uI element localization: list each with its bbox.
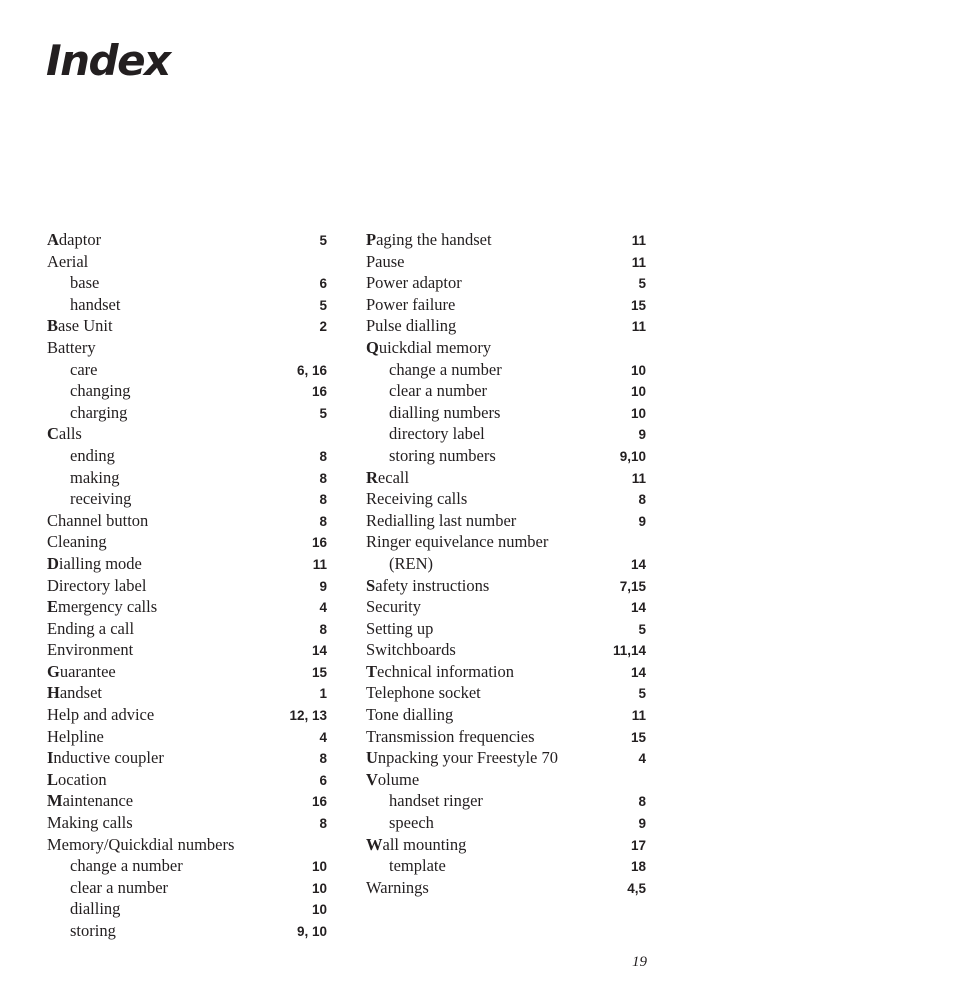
index-term-text: Aerial bbox=[47, 251, 89, 271]
index-page-ref: 10 bbox=[630, 405, 646, 421]
index-page-ref: 11 bbox=[312, 556, 327, 572]
index-term bbox=[47, 402, 127, 424]
index-term bbox=[47, 272, 99, 294]
index-letter-initial: T bbox=[366, 661, 378, 681]
index-entry bbox=[47, 661, 327, 683]
index-page-ref: 9 bbox=[638, 513, 646, 529]
index-term bbox=[366, 855, 446, 877]
index-entry bbox=[47, 251, 327, 273]
index-entry bbox=[366, 467, 646, 489]
index-term bbox=[366, 251, 405, 273]
index-term-text: daptor bbox=[58, 230, 102, 249]
index-page-ref: 8 bbox=[638, 794, 646, 810]
index-term-text: Power adaptor bbox=[366, 273, 462, 293]
index-page-ref: 5 bbox=[319, 297, 327, 313]
index-term-text: Redialling last number bbox=[366, 510, 517, 530]
index-page-ref: 9, 10 bbox=[296, 924, 327, 939]
index-page-ref: 8 bbox=[638, 492, 646, 508]
index-term bbox=[47, 898, 120, 920]
index-term-text: change a number bbox=[70, 856, 183, 876]
index-page-ref: 10 bbox=[630, 384, 646, 400]
index-term bbox=[47, 251, 88, 273]
index-letter-initial: M bbox=[47, 791, 63, 811]
index-subentry bbox=[47, 380, 327, 402]
index-term bbox=[47, 920, 116, 942]
index-letter-initial: I bbox=[47, 748, 54, 768]
index-term-text: care bbox=[70, 359, 98, 379]
index-entry bbox=[47, 337, 327, 359]
index-letter-initial: L bbox=[47, 769, 59, 789]
index-subentry bbox=[366, 380, 646, 402]
index-entry bbox=[366, 747, 646, 769]
index-page-ref: 4 bbox=[319, 729, 327, 745]
index-page-ref: 6, 16 bbox=[296, 362, 327, 378]
index-letter-initial: D bbox=[47, 553, 59, 573]
index-entry bbox=[366, 251, 646, 273]
index-term-text: receiving bbox=[70, 489, 132, 509]
index-subentry bbox=[366, 812, 646, 834]
index-letter-initial: H bbox=[47, 683, 60, 703]
index-entry bbox=[47, 639, 327, 661]
index-term bbox=[47, 510, 148, 532]
index-term bbox=[47, 315, 113, 337]
index-term-text: ocation bbox=[58, 769, 107, 789]
index-term-text: ecall bbox=[377, 467, 410, 487]
index-letter-initial: G bbox=[47, 661, 60, 681]
index-term bbox=[366, 747, 558, 769]
index-entry bbox=[47, 812, 327, 834]
index-subentry bbox=[47, 877, 327, 899]
index-entry bbox=[47, 618, 327, 640]
index-term-text: template bbox=[389, 856, 446, 876]
index-subentry bbox=[366, 402, 646, 424]
index-entry bbox=[47, 596, 327, 618]
index-term bbox=[47, 618, 134, 640]
index-letter-initial: B bbox=[47, 316, 59, 336]
index-page-ref: 15 bbox=[311, 664, 327, 680]
index-page-ref: 5 bbox=[638, 276, 646, 292]
index-page-ref: 4 bbox=[319, 600, 327, 616]
index-term-text: speech bbox=[389, 813, 434, 833]
index-subentry bbox=[366, 445, 646, 467]
index-entry bbox=[366, 531, 646, 553]
index-page-ref: 14 bbox=[311, 643, 327, 659]
index-page-ref: 8 bbox=[319, 492, 327, 508]
index-letter-initial: U bbox=[366, 748, 378, 768]
index-term-text: changing bbox=[70, 381, 131, 401]
index-letter-initial: C bbox=[47, 424, 59, 444]
index-term-text: Memory/Quickdial numbers bbox=[47, 834, 235, 854]
index-letter-initial: P bbox=[366, 230, 377, 249]
index-page-ref: 9 bbox=[319, 578, 327, 594]
index-term bbox=[366, 272, 462, 294]
index-entry bbox=[366, 229, 646, 251]
index-subentry bbox=[47, 445, 327, 467]
index-subentry bbox=[366, 855, 646, 877]
index-term bbox=[47, 682, 102, 704]
index-term-text: all mounting bbox=[382, 834, 467, 854]
index-entry bbox=[47, 531, 327, 553]
index-term-text: Cleaning bbox=[47, 532, 107, 552]
index-page-ref: 5 bbox=[319, 233, 327, 248]
index-entry bbox=[366, 704, 646, 726]
index-entry bbox=[366, 272, 646, 294]
index-term-text: alls bbox=[58, 424, 82, 444]
index-page-ref: 10 bbox=[311, 880, 327, 896]
index-page-ref: 6 bbox=[319, 772, 327, 788]
index-term bbox=[47, 639, 133, 661]
index-page-ref: 12, 13 bbox=[289, 708, 327, 724]
index-term bbox=[47, 834, 234, 856]
index-term-text: Environment bbox=[47, 640, 134, 660]
index-term bbox=[47, 229, 101, 251]
index-term-text: Transmission frequencies bbox=[366, 726, 535, 746]
index-term-text: ending bbox=[70, 445, 115, 465]
index-term bbox=[366, 467, 409, 489]
index-term-text: Channel button bbox=[47, 510, 149, 530]
index-entry bbox=[366, 769, 646, 791]
index-entry bbox=[47, 553, 327, 575]
index-subentry bbox=[47, 898, 327, 920]
index-entry bbox=[47, 726, 327, 748]
index-term-text: dialling bbox=[70, 899, 121, 919]
index-term bbox=[47, 445, 115, 467]
index-term-text: andset bbox=[59, 683, 102, 703]
index-page-ref: 8 bbox=[319, 513, 327, 529]
index-term bbox=[366, 380, 487, 402]
index-page-ref: 16 bbox=[311, 384, 327, 400]
index-entry bbox=[47, 229, 327, 251]
index-page-ref: 16 bbox=[311, 794, 327, 810]
index-term bbox=[47, 661, 116, 683]
index-entry bbox=[366, 618, 646, 640]
index-page-ref: 4,5 bbox=[627, 880, 646, 896]
index-entry bbox=[366, 488, 646, 510]
index-term-text: Security bbox=[366, 597, 421, 617]
index-entry bbox=[366, 315, 646, 337]
index-page-ref: 9 bbox=[638, 816, 646, 832]
index-entry bbox=[366, 337, 646, 359]
index-entry bbox=[366, 596, 646, 618]
index-term-text: (REN) bbox=[389, 553, 433, 573]
index-letter-initial: R bbox=[366, 467, 378, 487]
index-page-ref: 8 bbox=[319, 751, 327, 767]
index-term-text: Power failure bbox=[366, 294, 456, 314]
index-term-text: Pulse dialling bbox=[366, 316, 457, 336]
index-letter-initial: A bbox=[47, 230, 59, 249]
index-page-ref: 15 bbox=[630, 729, 646, 745]
index-page-ref: 11 bbox=[631, 708, 646, 724]
index-term bbox=[366, 488, 467, 510]
index-term-text: Directory label bbox=[47, 575, 147, 595]
index-term-text: Help and advice bbox=[47, 705, 155, 725]
index-term-text: aging the handset bbox=[376, 230, 492, 249]
index-term bbox=[47, 488, 131, 510]
index-page-ref: 8 bbox=[319, 448, 327, 464]
index-term-text: aintenance bbox=[62, 791, 134, 811]
index-page-ref: 9 bbox=[638, 427, 646, 443]
index-term bbox=[366, 834, 466, 856]
index-term-text: making bbox=[70, 467, 120, 487]
index-page-ref: 6 bbox=[319, 276, 327, 292]
index-entry bbox=[366, 510, 646, 532]
index-subentry bbox=[366, 553, 646, 575]
index-term-text: echnical information bbox=[377, 661, 515, 681]
index-term bbox=[366, 704, 453, 726]
index-term-text: storing bbox=[70, 921, 116, 940]
index-subentry bbox=[47, 467, 327, 489]
index-letter-initial: W bbox=[366, 834, 383, 854]
index-term-text: Pause bbox=[366, 251, 405, 271]
index-entry bbox=[366, 834, 646, 856]
index-subentry bbox=[47, 855, 327, 877]
index-page-ref: 9,10 bbox=[619, 448, 646, 464]
index-term bbox=[366, 531, 548, 553]
index-term-text: Telephone socket bbox=[366, 683, 481, 703]
index-term-text: Warnings bbox=[366, 877, 429, 897]
index-entry bbox=[47, 704, 327, 726]
index-page-ref: 10 bbox=[311, 902, 327, 918]
index-term-text: base bbox=[70, 273, 100, 293]
index-entry bbox=[47, 682, 327, 704]
index-entry bbox=[47, 510, 327, 532]
index-letter-initial: S bbox=[366, 575, 376, 595]
index-term-text: Ringer equivelance number bbox=[366, 532, 549, 552]
index-term-text: directory label bbox=[389, 424, 485, 444]
index-term bbox=[47, 553, 142, 575]
index-term bbox=[47, 531, 107, 553]
index-term bbox=[47, 726, 104, 748]
index-subentry bbox=[47, 488, 327, 510]
index-term bbox=[366, 315, 456, 337]
index-page-ref: 11 bbox=[631, 470, 646, 486]
index-term bbox=[366, 661, 514, 683]
index-term-text: mergency calls bbox=[58, 597, 158, 617]
index-term bbox=[366, 445, 496, 467]
index-term-text: Helpline bbox=[47, 726, 104, 746]
index-term bbox=[366, 726, 535, 748]
index-term-text: olume bbox=[377, 769, 420, 789]
index-page-ref: 18 bbox=[630, 859, 646, 875]
index-entry bbox=[47, 834, 327, 856]
index-term bbox=[47, 747, 164, 769]
index-term-text: nductive coupler bbox=[53, 748, 164, 768]
index-page-ref: 10 bbox=[630, 362, 646, 378]
index-term bbox=[47, 769, 107, 791]
index-term bbox=[366, 575, 489, 597]
index-term bbox=[366, 402, 500, 424]
index-entry bbox=[366, 877, 646, 899]
index-entry bbox=[366, 726, 646, 748]
index-page-ref: 5 bbox=[638, 621, 646, 637]
index-subentry bbox=[47, 920, 327, 942]
index-subentry bbox=[47, 402, 327, 424]
index-page-ref: 15 bbox=[630, 297, 646, 313]
index-term bbox=[47, 337, 96, 359]
index-page-ref: 5 bbox=[638, 686, 646, 702]
index-page-ref: 7,15 bbox=[619, 578, 646, 594]
index-page-ref: 11,14 bbox=[612, 643, 646, 659]
index-term bbox=[47, 790, 133, 812]
index-page-ref: 2 bbox=[319, 319, 327, 335]
index-subentry bbox=[47, 359, 327, 381]
index-page-ref: 1 bbox=[319, 686, 327, 702]
index-entry bbox=[366, 682, 646, 704]
index-term-text: charging bbox=[70, 402, 128, 422]
index-letter-initial: V bbox=[366, 769, 378, 789]
index-term bbox=[47, 575, 146, 597]
index-column-left bbox=[47, 229, 327, 942]
index-entry bbox=[47, 575, 327, 597]
index-term bbox=[47, 423, 82, 445]
index-term bbox=[366, 682, 481, 704]
index-page-ref: 11 bbox=[631, 233, 646, 248]
index-term bbox=[366, 596, 421, 618]
index-entry bbox=[47, 790, 327, 812]
index-term bbox=[366, 877, 429, 899]
index-term bbox=[366, 510, 516, 532]
page-number: 19 bbox=[632, 954, 647, 970]
index-subentry bbox=[366, 790, 646, 812]
index-page-ref: 5 bbox=[319, 405, 327, 421]
index-term-text: Setting up bbox=[366, 618, 434, 638]
index-term-text: handset ringer bbox=[389, 791, 483, 811]
index-term bbox=[47, 704, 154, 726]
index-page-ref: 11 bbox=[631, 319, 646, 335]
index-page-ref: 14 bbox=[630, 600, 646, 616]
index-term bbox=[366, 359, 502, 381]
index-page-ref: 17 bbox=[630, 837, 646, 853]
index-term-text: Making calls bbox=[47, 813, 133, 833]
index-column-right bbox=[366, 229, 646, 898]
index-term bbox=[47, 877, 168, 899]
index-term-text: Tone dialling bbox=[366, 705, 454, 725]
index-page-ref: 8 bbox=[319, 470, 327, 486]
index-page-ref: 4 bbox=[638, 751, 646, 767]
index-letter-initial: E bbox=[47, 597, 59, 617]
index-term-text: Ending a call bbox=[47, 618, 135, 638]
index-term bbox=[47, 596, 157, 618]
index-term bbox=[366, 790, 483, 812]
index-term-text: Switchboards bbox=[366, 640, 456, 660]
index-term bbox=[47, 359, 97, 381]
index-page-ref: 11 bbox=[631, 254, 646, 270]
index-page-ref: 10 bbox=[311, 859, 327, 875]
index-entry bbox=[366, 294, 646, 316]
index-term bbox=[366, 553, 433, 575]
index-page-ref: 14 bbox=[630, 556, 646, 572]
index-term-text: clear a number bbox=[389, 381, 488, 401]
index-term bbox=[366, 423, 485, 445]
index-subentry bbox=[366, 423, 646, 445]
index-entry bbox=[366, 639, 646, 661]
index-term-text: handset bbox=[70, 294, 121, 314]
index-entry bbox=[47, 747, 327, 769]
index-page-ref: 14 bbox=[630, 664, 646, 680]
index-term-text: storing numbers bbox=[389, 445, 496, 465]
index-page-ref: 16 bbox=[311, 535, 327, 551]
index-term bbox=[366, 812, 434, 834]
index-entry bbox=[47, 769, 327, 791]
index-entry bbox=[366, 661, 646, 683]
index-page-ref: 8 bbox=[319, 816, 327, 832]
index-subentry bbox=[47, 272, 327, 294]
index-term-text: dialling numbers bbox=[389, 402, 501, 422]
index-entry bbox=[366, 575, 646, 597]
index-term-text: ialling mode bbox=[58, 553, 142, 573]
index-term bbox=[47, 467, 120, 489]
index-term-text: uarantee bbox=[59, 661, 116, 681]
index-term-text: change a number bbox=[389, 359, 502, 379]
index-entry bbox=[47, 423, 327, 445]
index-term-text: Receiving calls bbox=[366, 489, 468, 509]
index-term-text: npacking your Freestyle 70 bbox=[377, 748, 559, 768]
index-term bbox=[366, 337, 491, 359]
index-term-text: clear a number bbox=[70, 877, 169, 897]
index-term-text: afety instructions bbox=[375, 575, 490, 595]
index-term bbox=[366, 229, 492, 251]
index-term bbox=[47, 294, 120, 316]
index-term-text: Battery bbox=[47, 337, 96, 357]
index-entry bbox=[47, 315, 327, 337]
index-term-text: uickdial memory bbox=[378, 337, 492, 357]
index-term bbox=[47, 855, 183, 877]
index-term bbox=[47, 380, 130, 402]
index-term-text: ase Unit bbox=[58, 316, 113, 336]
index-term bbox=[366, 769, 419, 791]
index-term bbox=[366, 639, 456, 661]
index-page-ref: 8 bbox=[319, 621, 327, 637]
index-subentry bbox=[47, 294, 327, 316]
index-term bbox=[47, 812, 133, 834]
index-letter-initial: Q bbox=[366, 337, 379, 357]
page-title: Index bbox=[46, 36, 170, 85]
index-term bbox=[366, 618, 433, 640]
index-subentry bbox=[366, 359, 646, 381]
index-term bbox=[366, 294, 455, 316]
